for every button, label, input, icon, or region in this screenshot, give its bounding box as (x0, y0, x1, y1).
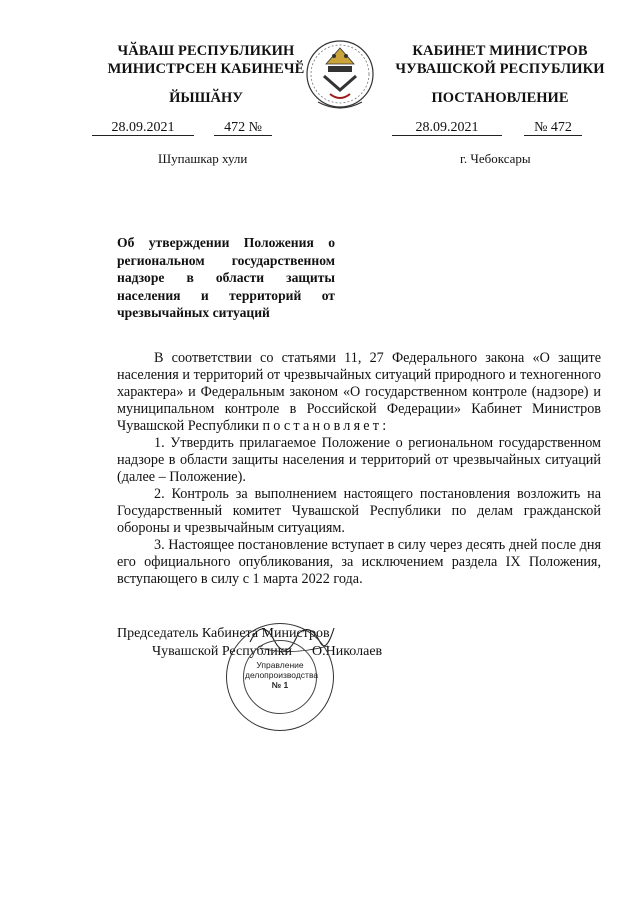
header-right-org (382, 42, 618, 78)
official-stamp (226, 623, 334, 731)
signature-title-line2: Чувашской Республики (152, 644, 293, 659)
header-left-line1: ЧӐВАШ РЕСПУБЛИКИН (117, 43, 295, 59)
right-date: 28.09.2021 (392, 120, 502, 136)
item-1: 1. Утвердить прилагаемое Положение о региональном государственном надзоре в области защиты населения и территорий от чрезвычайных ситуаций (далее – Положение). (117, 435, 601, 485)
item-2: 2. Контроль за выполнением настоящего постановления возложить на Государственный комитет Чувашской Республики по делам гражданской обороны и чрезвычайным ситуациям. (117, 486, 601, 536)
header-left-doc-type: ЙЫШӐНУ (169, 90, 243, 106)
header-left-org (92, 42, 320, 78)
decree-word: постановляет: (262, 418, 390, 434)
stamp-line2: делопроизводства (245, 670, 319, 680)
right-place: г. Чебоксары (460, 151, 531, 166)
right-number: № 472 (524, 120, 582, 136)
signature-name: О.Николаев (312, 644, 383, 659)
header-right-doc-type: ПОСТАНОВЛЕНИЕ (431, 90, 569, 106)
document-body (117, 350, 601, 588)
left-number: 472 № (214, 120, 272, 136)
header-right-line1: КАБИНЕТ МИНИСТРОВ (412, 43, 588, 59)
preamble-paragraph: В соответствии со статьями 11, 27 Федерального закона «О защите населения и территорий от чрезвычайных ситуаций природного и техногенного характера» и Федеральным законом «О государственном контроле (надзоре) и муниципальном контроле в Российской Федерации» Кабинет Министров Чувашской Республики постановляет: (117, 350, 601, 434)
emblem-icon (304, 36, 376, 116)
item-3: 3. Настоящее постановление вступает в силу через десять дней после дня его официального опубликования, за исключением раздела IX Положения, вступающего в силу с 1 марта 2022 года. (117, 537, 601, 587)
left-date: 28.09.2021 (92, 120, 194, 136)
stamp-line1: Управление (256, 660, 304, 670)
left-place: Шупашкар хули (158, 151, 248, 166)
header-right-line2: ЧУВАШСКОЙ РЕСПУБЛИКИ (395, 61, 605, 77)
stamp-line3: № 1 (271, 680, 289, 690)
signature-title-line1: Председатель Кабинета Министров (117, 626, 330, 641)
document-subject: Об утверждении Положения о региональном государственном надзоре в области защиты населения и территорий от чрезвычайных ситуаций (117, 235, 335, 320)
header-left-line2: МИНИСТРСЕН КАБИНЕЧӖ (107, 61, 305, 77)
stamp-label (245, 660, 319, 690)
